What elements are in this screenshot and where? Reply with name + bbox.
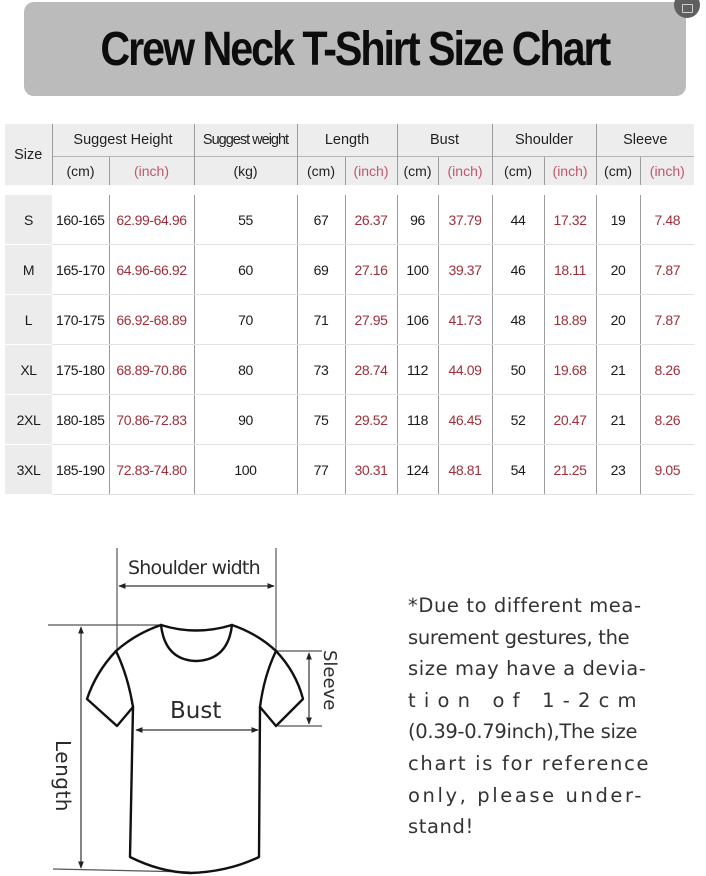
weight-kg: 100 bbox=[194, 445, 297, 495]
header-suggest-height: Suggest Height bbox=[52, 124, 194, 157]
length-cm: 75 bbox=[297, 395, 345, 445]
bust-cm: 96 bbox=[397, 190, 438, 245]
note-line: only, please under- bbox=[408, 783, 645, 807]
page-title: Crew Neck T-Shirt Size Chart bbox=[100, 22, 610, 76]
height-cm: 180-185 bbox=[52, 395, 109, 445]
shoulder-cm: 52 bbox=[492, 395, 544, 445]
sleeve-inch: 8.26 bbox=[640, 395, 694, 445]
unit-bust-inch: (inch) bbox=[438, 157, 492, 191]
bust-inch: 48.81 bbox=[438, 445, 492, 495]
unit-length-cm: (cm) bbox=[297, 157, 345, 191]
header-suggest-weight: Suggest weight bbox=[194, 124, 297, 157]
bust-label: Bust bbox=[170, 698, 222, 724]
bust-cm: 124 bbox=[397, 445, 438, 495]
length-inch: 27.16 bbox=[345, 245, 397, 295]
sleeve-cm: 23 bbox=[596, 445, 640, 495]
unit-shoulder-cm: (cm) bbox=[492, 157, 544, 191]
table-row bbox=[5, 345, 694, 395]
shoulder-cm: 46 bbox=[492, 245, 544, 295]
length-inch: 27.95 bbox=[345, 295, 397, 345]
length-inch: 26.37 bbox=[345, 190, 397, 245]
unit-shoulder-inch: (inch) bbox=[544, 157, 596, 191]
bust-inch: 44.09 bbox=[438, 345, 492, 395]
table-row bbox=[5, 245, 694, 295]
size-label: L bbox=[5, 295, 52, 345]
title-banner bbox=[24, 2, 686, 96]
unit-sleeve-cm: (cm) bbox=[596, 157, 640, 191]
sleeve-inch: 7.87 bbox=[640, 245, 694, 295]
length-cm: 67 bbox=[297, 190, 345, 245]
shoulder-cm: 48 bbox=[492, 295, 544, 345]
header-bust: Bust bbox=[397, 124, 492, 157]
height-inch: 70.86-72.83 bbox=[109, 395, 194, 445]
shoulder-inch: 21.25 bbox=[544, 445, 596, 495]
bust-cm: 112 bbox=[397, 345, 438, 395]
bust-cm: 118 bbox=[397, 395, 438, 445]
unit-length-inch: (inch) bbox=[345, 157, 397, 191]
sleeve-cm: 20 bbox=[596, 295, 640, 345]
length-inch: 28.74 bbox=[345, 345, 397, 395]
bust-inch: 37.79 bbox=[438, 190, 492, 245]
table-row bbox=[5, 395, 694, 445]
height-cm: 175-180 bbox=[52, 345, 109, 395]
sleeve-cm: 19 bbox=[596, 190, 640, 245]
size-chart-table bbox=[5, 124, 694, 495]
header-row-groups bbox=[5, 124, 694, 157]
length-cm: 77 bbox=[297, 445, 345, 495]
header-shoulder: Shoulder bbox=[492, 124, 596, 157]
height-inch: 62.99-64.96 bbox=[109, 190, 194, 245]
length-label: Length bbox=[51, 740, 75, 812]
sleeve-cm: 20 bbox=[596, 245, 640, 295]
bust-inch: 46.45 bbox=[438, 395, 492, 445]
length-cm: 69 bbox=[297, 245, 345, 295]
shoulder-cm: 50 bbox=[492, 345, 544, 395]
table-row bbox=[5, 295, 694, 345]
shoulder-inch: 17.32 bbox=[544, 190, 596, 245]
header-sleeve: Sleeve bbox=[596, 124, 694, 157]
unit-height-inch: (inch) bbox=[109, 157, 194, 191]
weight-kg: 60 bbox=[194, 245, 297, 295]
height-inch: 68.89-70.86 bbox=[109, 345, 194, 395]
weight-kg: 70 bbox=[194, 295, 297, 345]
height-inch: 72.83-74.80 bbox=[109, 445, 194, 495]
shoulder-cm: 54 bbox=[492, 445, 544, 495]
bust-inch: 39.37 bbox=[438, 245, 492, 295]
shoulder-width-label: Shoulder width bbox=[128, 557, 260, 579]
sleeve-inch: 7.87 bbox=[640, 295, 694, 345]
size-label: 3XL bbox=[5, 445, 52, 495]
header-row-units bbox=[5, 157, 694, 191]
shoulder-inch: 18.11 bbox=[544, 245, 596, 295]
table-row bbox=[5, 445, 694, 495]
length-inch: 30.31 bbox=[345, 445, 397, 495]
note-line: chart is for reference bbox=[408, 751, 651, 775]
note-line: (0.39-0.79inch),The size bbox=[408, 720, 638, 744]
shoulder-cm: 44 bbox=[492, 190, 544, 245]
size-label: XL bbox=[5, 345, 52, 395]
header-length: Length bbox=[297, 124, 397, 157]
note-line: tion of 1-2cm bbox=[408, 688, 645, 712]
shoulder-inch: 19.68 bbox=[544, 345, 596, 395]
sleeve-label: Sleeve bbox=[319, 650, 340, 711]
size-label: 2XL bbox=[5, 395, 52, 445]
bust-cm: 100 bbox=[397, 245, 438, 295]
height-cm: 185-190 bbox=[52, 445, 109, 495]
height-inch: 66.92-68.89 bbox=[109, 295, 194, 345]
length-cm: 71 bbox=[297, 295, 345, 345]
unit-sleeve-inch: (inch) bbox=[640, 157, 694, 191]
note-line: stand! bbox=[408, 815, 474, 839]
size-label: M bbox=[5, 245, 52, 295]
weight-kg: 55 bbox=[194, 190, 297, 245]
sleeve-inch: 9.05 bbox=[640, 445, 694, 495]
weight-kg: 90 bbox=[194, 395, 297, 445]
table-row bbox=[5, 190, 694, 245]
sleeve-cm: 21 bbox=[596, 345, 640, 395]
length-inch: 29.52 bbox=[345, 395, 397, 445]
shoulder-inch: 18.89 bbox=[544, 295, 596, 345]
height-cm: 165-170 bbox=[52, 245, 109, 295]
sleeve-inch: 8.26 bbox=[640, 345, 694, 395]
note-line: *Due to different mea- bbox=[408, 594, 642, 617]
unit-weight-kg: (kg) bbox=[194, 157, 297, 191]
size-label: S bbox=[5, 190, 52, 245]
bust-cm: 106 bbox=[397, 295, 438, 345]
measurement-note bbox=[408, 590, 668, 843]
height-cm: 170-175 bbox=[52, 295, 109, 345]
length-cm: 73 bbox=[297, 345, 345, 395]
height-cm: 160-165 bbox=[52, 190, 109, 245]
tshirt-measurement-diagram bbox=[0, 530, 380, 876]
note-line: surement gestures, the bbox=[408, 625, 630, 649]
unit-bust-cm: (cm) bbox=[397, 157, 438, 191]
note-line: size may have a devia- bbox=[408, 657, 647, 681]
bust-inch: 41.73 bbox=[438, 295, 492, 345]
unit-height-cm: (cm) bbox=[52, 157, 109, 191]
sleeve-inch: 7.48 bbox=[640, 190, 694, 245]
sleeve-cm: 21 bbox=[596, 395, 640, 445]
height-inch: 64.96-66.92 bbox=[109, 245, 194, 295]
header-size: Size bbox=[5, 124, 52, 190]
weight-kg: 80 bbox=[194, 345, 297, 395]
shoulder-inch: 20.47 bbox=[544, 395, 596, 445]
